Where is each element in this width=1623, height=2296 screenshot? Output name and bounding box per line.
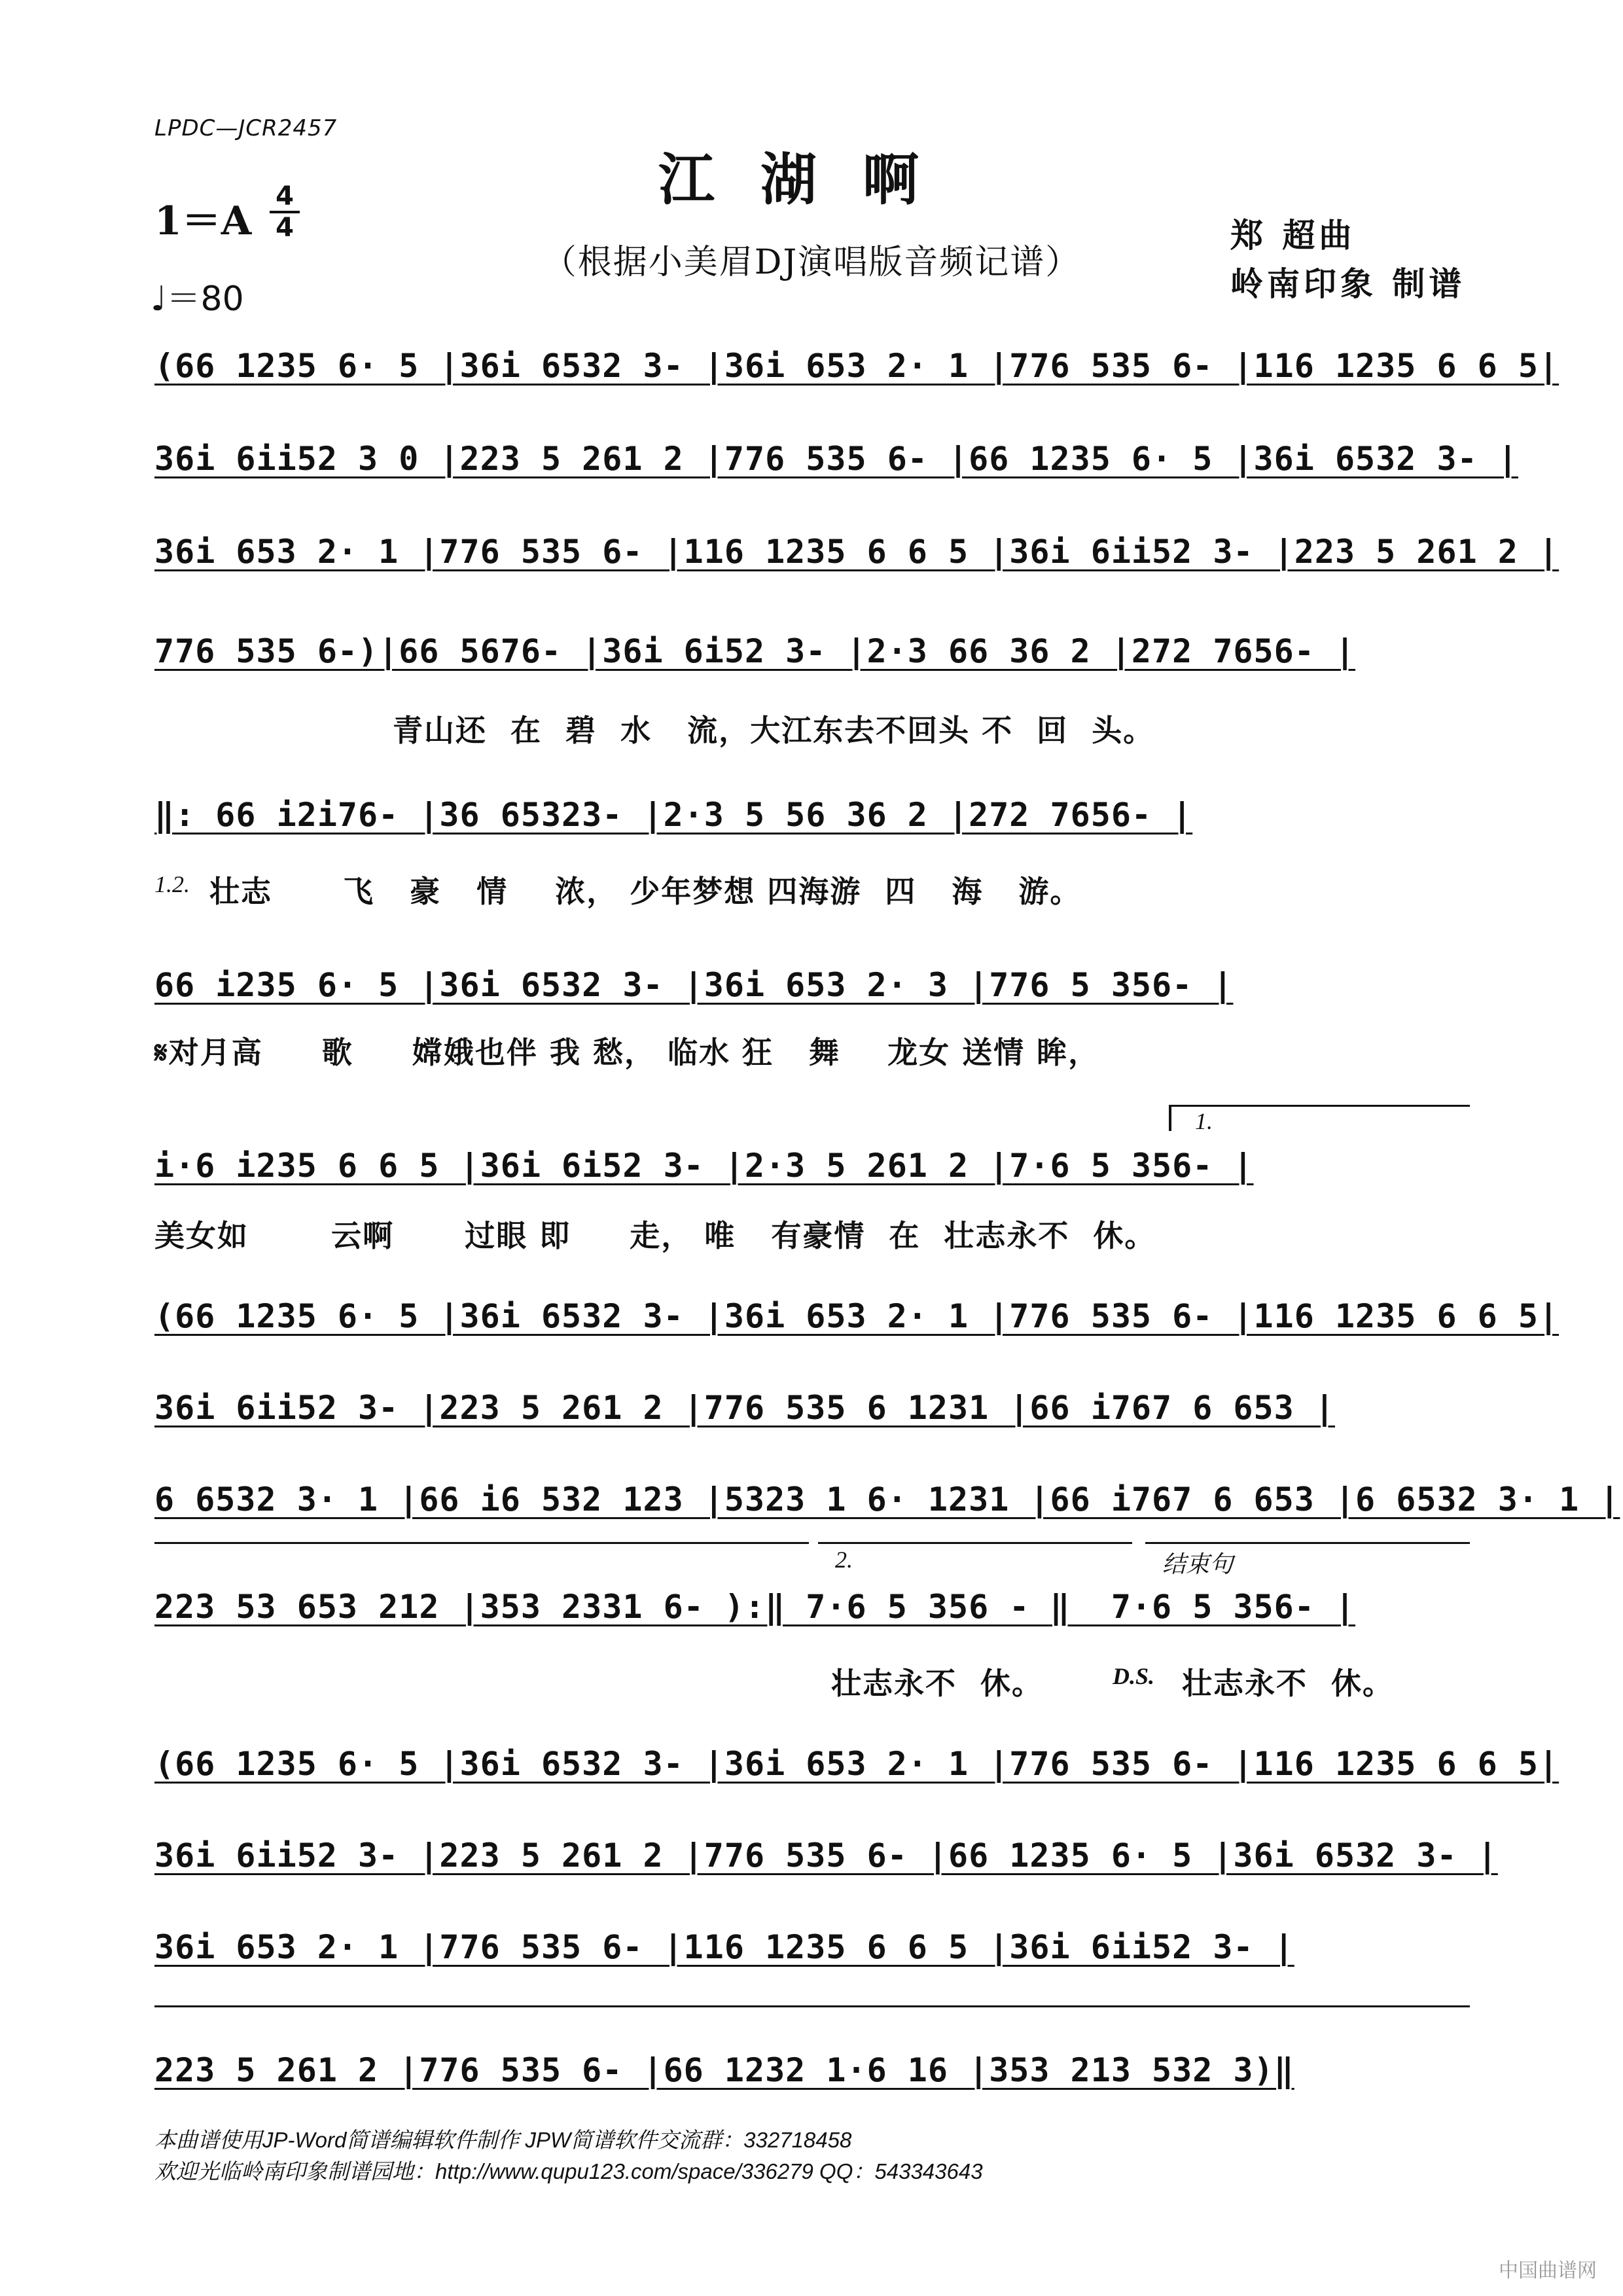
notation-row: 36i 6ii52 3- |223 5 261 2 |776 535 6- |66 1235 6· 5 |36i 6532 3- | xyxy=(154,1837,1498,1874)
time-signature-top: 4 xyxy=(276,181,294,211)
time-signature-bottom: 4 xyxy=(276,213,294,243)
notation-row: 223 53 653 212 |353 2331 6- ):‖ 7·6 5 356 - ‖ 7·6 5 356- | xyxy=(154,1588,1356,1626)
volta-bracket-1 xyxy=(1169,1105,1470,1107)
notation-row: ‖: 66 i2i76- |36 65323- |2·3 5 56 36 2 |272 7656- | xyxy=(154,796,1193,834)
notation-row: 66 i235 6· 5 |36i 6532 3- |36i 653 2· 3 |776 5 356- | xyxy=(154,966,1234,1004)
volta-bracket-2 xyxy=(818,1542,1132,1544)
ending-label: 结束句 xyxy=(1162,1551,1234,1577)
arranger-credit: 岭南印象 制谱 xyxy=(1230,264,1466,303)
time-signature xyxy=(270,183,300,241)
notation-row: 36i 653 2· 1 |776 535 6- |116 1235 6 6 5 |36i 6ii52 3- |223 5 261 2 | xyxy=(154,533,1560,571)
volta-2-label: 2. xyxy=(835,1547,853,1573)
lyric-line: 壮志永不 休。 xyxy=(831,1666,1044,1701)
notation-row: 776 535 6-)|66 5676- |36i 6i52 3- |2·3 66 36 2 |272 7656- | xyxy=(154,632,1356,670)
system-divider xyxy=(154,2005,1470,2007)
notation-row: (66 1235 6· 5 |36i 6532 3- |36i 653 2· 1 |776 535 6- |116 1235 6 6 5| xyxy=(154,1297,1560,1335)
dal-segno-mark: D.S. xyxy=(1113,1663,1155,1689)
notation-row: 223 5 261 2 |776 535 6- |66 1232 1·6 16 |353 213 532 3)‖ xyxy=(154,2051,1294,2089)
footer-software-note: 本曲谱使用JP-Word简谱编辑软件制作 JPW简谱软件交流群：332718458 xyxy=(154,2128,852,2152)
notation-row: (66 1235 6· 5 |36i 6532 3- |36i 653 2· 1 |776 535 6- |116 1235 6 6 5| xyxy=(154,1745,1560,1783)
notation-row: 6 6532 3· 1 |66 i6 532 123 |5323 1 6· 1231 |66 i767 6 653 |6 6532 3· 1 | xyxy=(154,1480,1620,1518)
notation-row: 36i 6ii52 3 0 |223 5 261 2 |776 535 6- |66 1235 6· 5 |36i 6532 3- | xyxy=(154,440,1518,478)
watermark-logo: 中国曲谱网 xyxy=(1499,2259,1597,2282)
lyric-line: 青山还 在 碧 水 流，大江东去不回头 不 回 头。 xyxy=(393,713,1155,748)
volta-bracket-1-hook xyxy=(1169,1105,1171,1131)
lyric-line: 美女如 云啊 过眼 即 走， 唯 有豪情 在 壮志永不 休。 xyxy=(154,1218,1156,1253)
score-code: LPDC—JCR2457 xyxy=(154,115,338,141)
key-signature: 1＝A xyxy=(154,198,252,244)
notation-row: 36i 6ii52 3- |223 5 261 2 |776 535 6 1231 |66 i767 6 653 | xyxy=(154,1389,1335,1427)
lyric-line: 𝄋对月高 歌 嫦娥也伴 我 愁， 临水 狂 舞 龙女 送情 眸， xyxy=(154,1035,1100,1070)
lyric-line: 壮志永不 休。 xyxy=(1182,1666,1395,1701)
verse-number: 1.2. xyxy=(154,871,190,897)
song-subtitle: （根据小美眉DJ演唱版音频记谱） xyxy=(542,243,1081,282)
song-title: 江湖啊 xyxy=(658,147,965,213)
notation-row: (66 1235 6· 5 |36i 6532 3- |36i 653 2· 1 |776 535 6- |116 1235 6 6 5| xyxy=(154,347,1560,385)
notation-row: 36i 653 2· 1 |776 535 6- |116 1235 6 6 5 |36i 6ii52 3- | xyxy=(154,1928,1294,1966)
lyric-line: 壮志 飞 豪 情 浓， 少年梦想 四海游 四 海 游。 xyxy=(209,874,1082,909)
composer-credit: 郑 超曲 xyxy=(1230,216,1356,255)
ending-bracket xyxy=(1145,1542,1470,1544)
repeat-bracket xyxy=(154,1542,809,1544)
footer-website-note: 欢迎光临岭南印象制谱园地：http://www.qupu123.com/space/336279 QQ：543343643 xyxy=(154,2159,983,2183)
volta-1-label: 1. xyxy=(1195,1108,1213,1134)
tempo-marking: ♩＝80 xyxy=(151,279,244,319)
notation-row: i·6 i235 6 6 5 |36i 6i52 3- |2·3 5 261 2 |7·6 5 356- | xyxy=(154,1147,1254,1185)
